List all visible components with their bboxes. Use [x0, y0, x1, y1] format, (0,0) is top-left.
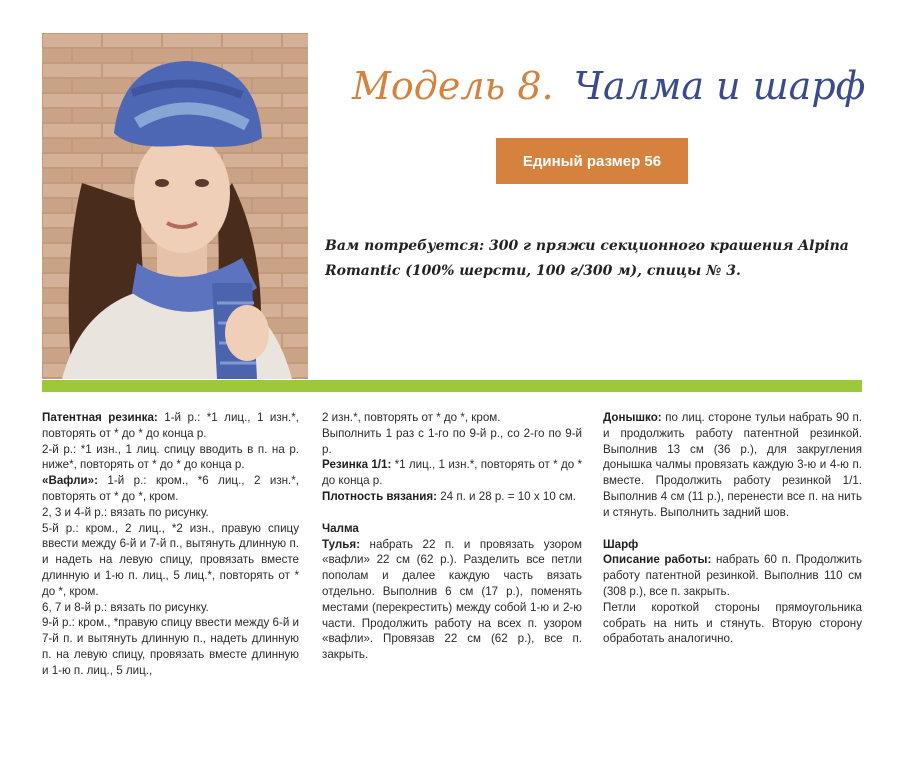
page-title: [352, 64, 872, 124]
model-number: Модель 8.: [352, 64, 554, 108]
paragraph: 2, 3 и 4-й р.: вязать по рисунку.: [42, 505, 209, 519]
size-badge: Единый размер 56: [496, 138, 688, 184]
paragraph: Выполнить 1 раз с 1-го по 9-й р., со 2-го по 9-й р.: [322, 426, 582, 456]
column-2: [322, 410, 582, 663]
divider-bar: [42, 380, 862, 392]
column-1: [42, 410, 299, 679]
paragraph: 9-й р.: кром., *правую спицу ввести между 6-й и 7-й п. и вытянуть длинную п., надеть длинную п. на левую спицу, провязать вместе длинную и 1-ю п. лиц., 5 лиц.,: [42, 616, 299, 677]
paragraph: Донышко: по лиц. стороне тульи набрать 90 п. и продолжить работу патентной резинкой. Выполнив 13 см (36 р.), для закругления донышка чалмы провязать каждую 3-ю и 4-ю п. вместе. Продолжить работу резинкой 1/1. Выполнив 4 см (11 р.), перенести все п. на нить и стянуть. Выполнить задний шов.: [603, 411, 862, 519]
model-photo: [42, 33, 308, 379]
section-heading-scarf: Шарф: [603, 537, 639, 551]
paragraph: «Вафли»: 1-й р.: кром., *6 лиц., 2 изн.*, повторять от * до *, кром.: [42, 474, 299, 503]
column-3: [603, 410, 862, 647]
paragraph: 5-й р.: кром., 2 лиц., *2 изн., правую спицу ввести между 6-й и 7-й п., вытянуть длинную п. и надеть на левую спицу, провязать вместе длинную и 1-ю п. лиц., 5 лиц.*, повторять от * до *, кром.: [42, 521, 299, 598]
paragraph: Тулья: набрать 22 п. и провязать узором «вафли» 22 см (62 р.). Разделить все петли пополам и далее каждую часть вязать отдельно. Выполнив 6 см (17 р.), поменять местами (перекрестить) между собой 1-ю и 2-ю части. Продолжить работу на всех п. узором «вафли». Провязав 22 см (62 р.), все п. закрыть.: [322, 537, 582, 662]
model-name: Чалма и шарф: [573, 64, 866, 108]
paragraph: Петли короткой стороны прямоугольника собрать на нить и стянуть. Вторую сторону обработать аналогично.: [603, 600, 862, 646]
paragraph: Резинка 1/1: *1 лиц., 1 изн.*, повторять от * до * до конца р.: [322, 458, 582, 488]
paragraph: 2-й р.: *1 изн., 1 лиц. спицу вводить в п. на р. ниже*, повторять от * до * до конца р.: [42, 442, 299, 472]
materials-text: Вам потребуется: 300 г пряжи секционного крашения Alpina Romantic (100% шерсти, 100 г/300 м), спицы № 3.: [325, 238, 849, 279]
paragraph: Описание работы: набрать 60 п. Продолжить работу патентной резинкой. Выполнив 110 см (308 р.), все п. закрыть.: [603, 553, 862, 598]
paragraph: 2 изн.*, повторять от * до *, кром.: [322, 411, 501, 424]
section-heading-turban: Чалма: [322, 521, 359, 535]
paragraph: 6, 7 и 8-й р.: вязать по рисунку.: [42, 600, 209, 614]
paragraph: Патентная резинка: 1-й р.: *1 лиц., 1 изн.*, повторять от * до * до конца р.: [42, 411, 299, 440]
paragraph: Плотность вязания: 24 п. и 28 р. = 10 х 10 см.: [322, 489, 576, 503]
